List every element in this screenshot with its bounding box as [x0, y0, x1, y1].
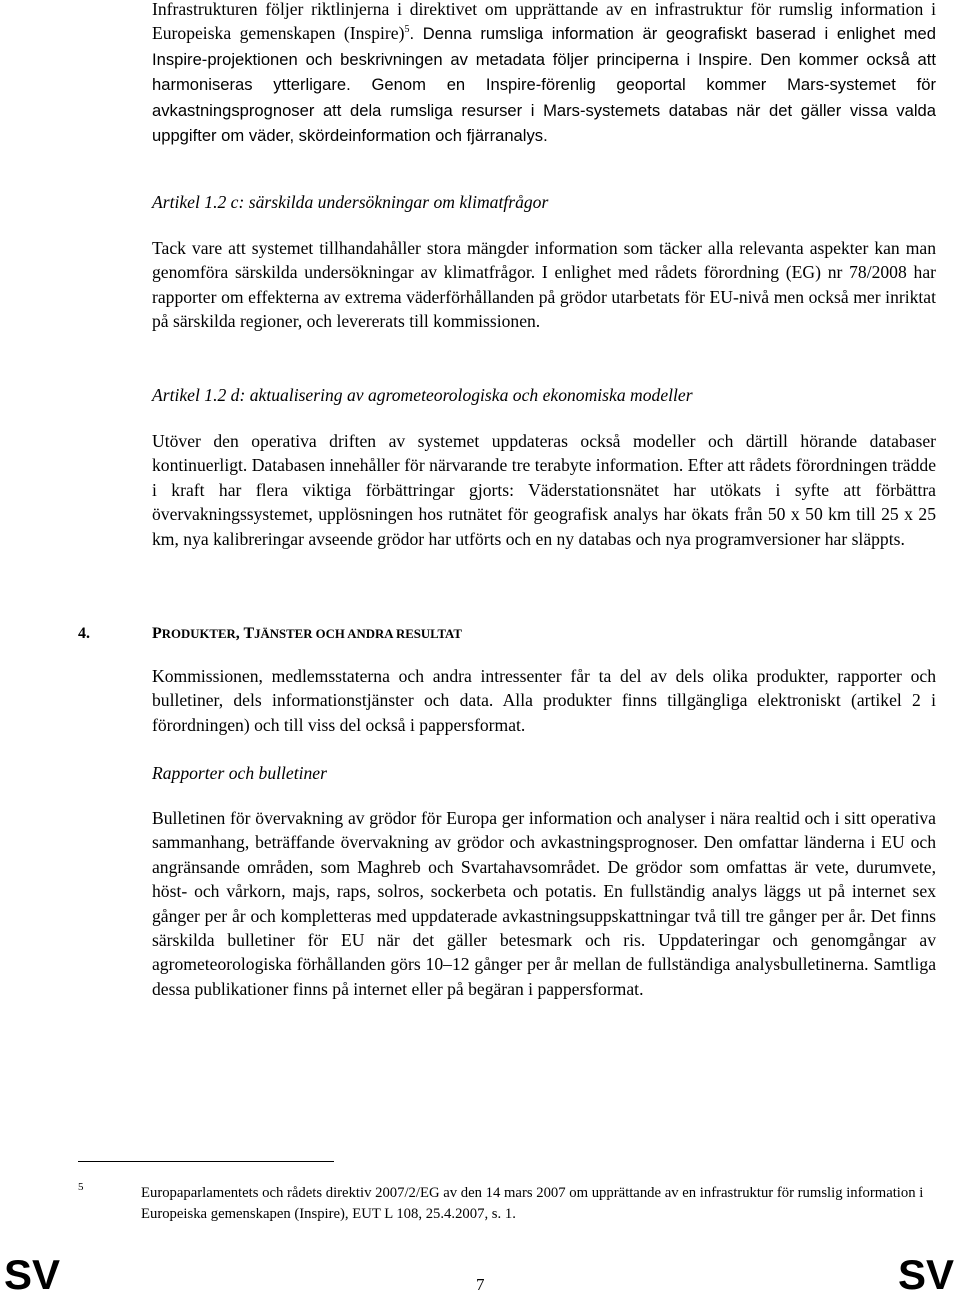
intro-text: Infrastrukturen följer riktlinjerna i direktivet om upprättande av en infrastruktur för rumslig information i Europeiska gemenskapen (Inspire) [152, 0, 936, 44]
intro-sans-text: . Denna rumsliga information är geografiskt baserad i enlighet med Inspire-projektionen och beskrivningen av metadata följer principerna i Inspire. Den kommer också att harmoniseras ytterligare. Genom en Inspire-förenlig geoportal kommer Mars-systemet för avkastningsprognoser att dela rumsliga resurser i Mars-systemets databas när det gäller vissa valda uppgifter om väder, skördeinformation och fjärranalys. [152, 24, 936, 146]
footnote-reference[interactable]: 5 [404, 24, 410, 36]
reports-heading: Rapporter och bulletiner [152, 763, 327, 783]
article-c-paragraph: Tack vare att systemet tillhandahåller stora mängder information som täcker alla relevanta aspekter kan man genomföra särskilda undersökningar av klimatfrågor. I enlighet med rådets förordning (EG) nr 78/2008 har rapporter om effekterna av extrema väderförhållanden på grödor utarbetats för EU-nivå men också mer inriktat på särskilda regioner, och levererats till kommissionen. [152, 238, 936, 332]
section-4-paragraph: Kommissionen, medlemsstaterna och andra intressenter får ta del av dels olika produkter, rapporter och bulletiner, dels informationstjänster och data. Alla produkter finns tillgängliga elektroniskt (artikel 2 i förordningen) och till viss del också i pappersformat. [152, 666, 936, 735]
footer-language-left: SV [4, 1251, 61, 1298]
footnote-number: 5 [78, 1181, 84, 1193]
section-title: PRODUKTER, TJÄNSTER OCH ANDRA RESULTAT [152, 625, 462, 642]
article-d-paragraph: Utöver den operativa driften av systemet uppdateras också modeller och därtill hörande databaser kontinuerligt. Databasen innehåller för närvarande tre terabyte information. Efter att rådets förordningen trädde i kraft har flera viktiga förbättringar gjorts: Väderstationsnätet har utökats i syfte att förbättra övervakningssystemet, upplösningen hos rutnätet för geografisk analys har ökats från 50 x 50 km till 25 x 25 km, nya kalibreringar avseende grödor har utförts och en ny databas och nya programversioner har släppts. [152, 431, 936, 549]
page-number: 7 [476, 1275, 485, 1294]
article-d-heading: Artikel 1.2 d: aktualisering av agrometeorologiska och ekonomiska modeller [152, 385, 693, 405]
section-number: 4. [78, 625, 90, 642]
intro-paragraph [152, 0, 936, 148]
footer-language-right: SV [897, 1251, 954, 1298]
footnote-separator [78, 1161, 334, 1162]
reports-paragraph: Bulletinen för övervakning av grödor för Europa ger information och analyser i nära realtid och i sitt operativa sammanhang, beträffande övervakning av grödor och avkastningsprognoser. Den omfattar länderna i EU och angränsande områden, som Maghreb och Svartahavsområdet. De grödor som omfattas är vete, durumvete, höst- och vårkorn, majs, raps, solros, sockerbeta och potatis. En fullständig analys läggs ut på internet sex gånger per år och kompletteras med uppdaterade avkastningsuppskattningar två till tre gånger per år. Det finns särskilda bulletiner för EU när det gäller betesmark och ris. Uppdateringar och genomgångar av agrometeorologiska förhållanden görs 10–12 gånger per år mellan de fullständiga analysbulletinerna. Samtliga dessa publikationer finns på internet eller på begäran i pappersformat. [152, 808, 936, 999]
footnote-text: Europaparlamentets och rådets direktiv 2007/2/EG av den 14 mars 2007 om upprättande av en infrastruktur för rumslig information i Europeiska gemenskapen (Inspire), EUT L 108, 25.4.2007, s. 1. [141, 1185, 924, 1222]
article-c-heading: Artikel 1.2 c: särskilda undersökningar om klimatfrågor [152, 192, 549, 212]
